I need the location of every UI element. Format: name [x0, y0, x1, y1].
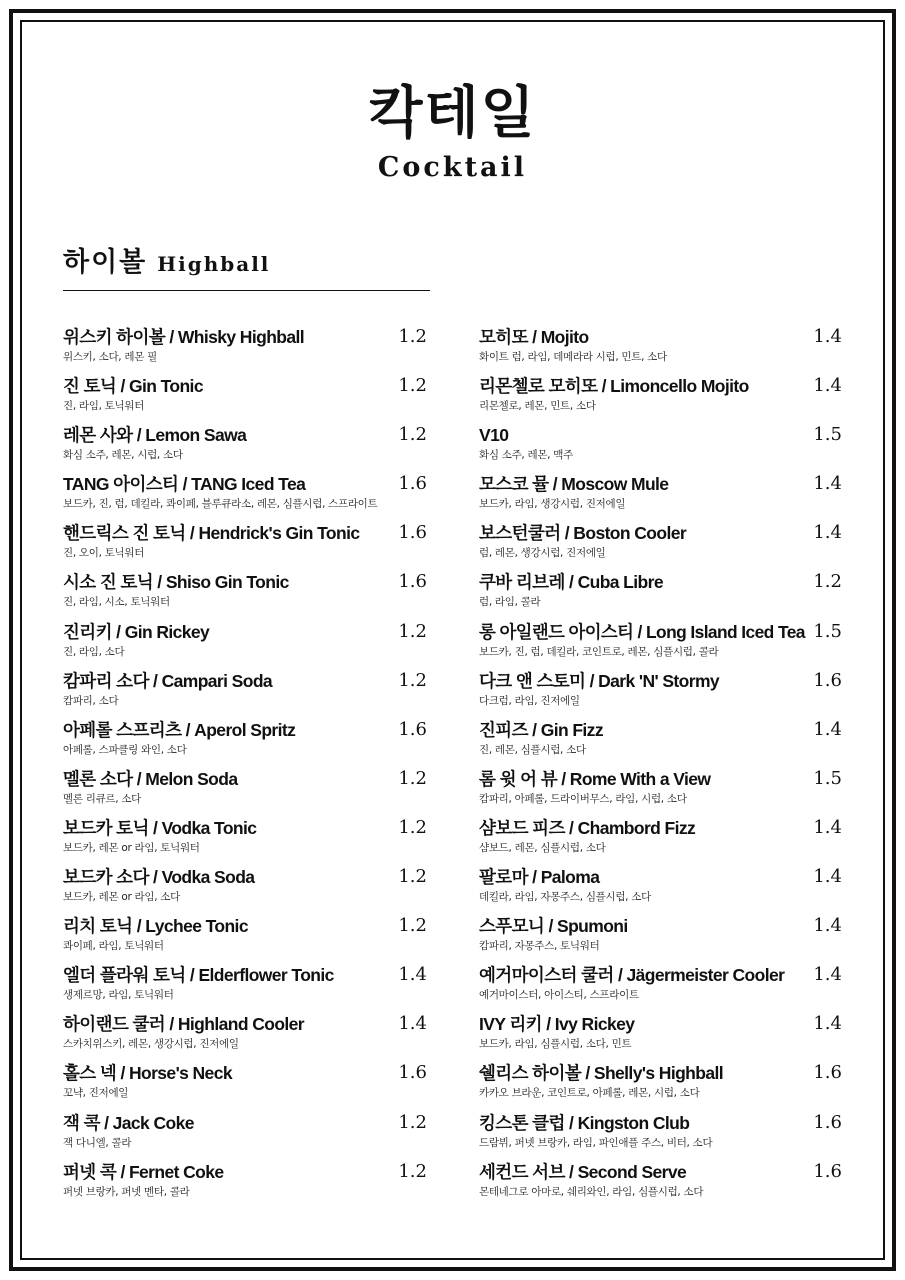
menu-item — [63, 962, 427, 1011]
menu-item-name: 모스코 뮬 / Moscow Mule — [479, 474, 669, 495]
menu-item-price: 1.4 — [813, 326, 842, 347]
menu-item-name: 캄파리 소다 / Campari Soda — [63, 670, 273, 691]
menu-item-ingredients: 보드카, 진, 럼, 데킬라, 콰이페, 블루큐라소, 레몬, 심플시럽, 스프라이트 — [63, 498, 378, 511]
menu-item-name: TANG 아이스티 / TANG Iced Tea — [63, 474, 306, 495]
menu-item-name: 아페롤 스프리츠 / Aperol Spritz — [63, 719, 296, 740]
page-title-korean: 칵테일 — [368, 80, 537, 146]
menu-item-price: 1.2 — [398, 620, 427, 642]
menu-item-ingredients: 샴보드, 레몬, 심플시럽, 소다 — [479, 841, 606, 854]
menu-item-price: 1.4 — [398, 964, 427, 986]
menu-item — [479, 913, 842, 962]
menu-item-name: 진피즈 / Gin Fizz — [479, 719, 603, 740]
menu-item — [63, 1110, 427, 1159]
menu-item — [63, 471, 427, 520]
menu-item-price: 1.2 — [398, 816, 427, 838]
menu-item — [479, 717, 842, 766]
menu-item-name: 퍼넷 콕 / Fernet Coke — [63, 1161, 224, 1182]
menu-item-ingredients: 데킬라, 라임, 자몽주스, 심플시럽, 소다 — [479, 891, 651, 904]
menu-item-ingredients: 화심 소주, 레몬, 맥주 — [479, 449, 573, 462]
menu-item — [63, 1159, 427, 1208]
menu-item-name: 보스턴쿨러 / Boston Cooler — [479, 523, 687, 544]
menu-item — [479, 668, 842, 717]
menu-item-price: 1.4 — [813, 375, 842, 397]
menu-item-name: 핸드릭스 진 토닉 / Hendrick's Gin Tonic — [63, 523, 360, 544]
menu-item-name: 홀스 넥 / Horse's Neck — [63, 1063, 232, 1084]
menu-item-price: 1.4 — [813, 522, 842, 544]
menu-item-name: 쉘리스 하이볼 / Shelly's Highball — [479, 1063, 724, 1084]
menu-item-price: 1.6 — [398, 718, 427, 740]
menu-item-name: 리치 토닉 / Lychee Tonic — [63, 916, 248, 937]
menu-item-ingredients: 화심 소주, 레몬, 시럽, 소다 — [63, 449, 183, 462]
menu-item-name: 스푸모니 / Spumoni — [479, 916, 628, 937]
menu-item-name: 모히또 / Mojito — [479, 327, 589, 347]
menu-item-price: 1.6 — [398, 473, 427, 495]
menu-item-price: 1.2 — [398, 669, 427, 691]
menu-column-right — [479, 324, 842, 1208]
menu-item-ingredients: 진, 라임, 토닉워터 — [63, 400, 145, 413]
menu-item-price: 1.2 — [398, 326, 427, 347]
menu-item-ingredients: 퍼넷 브랑카, 퍼넷 멘타, 콜라 — [63, 1185, 190, 1198]
menu-item-price: 1.6 — [813, 669, 842, 691]
menu-column-left — [63, 324, 427, 1208]
menu-item-price: 1.2 — [398, 1111, 427, 1133]
menu-item-ingredients: 진, 레몬, 심플시럽, 소다 — [479, 743, 586, 756]
menu-item — [479, 815, 842, 864]
menu-item — [63, 619, 427, 668]
menu-item-price: 1.6 — [813, 1160, 842, 1182]
menu-item-ingredients: 몬테네그로 아마로, 쉐리와인, 라임, 심플시럽, 소다 — [479, 1185, 704, 1198]
section-title-english: Highball — [157, 252, 271, 276]
menu-item-name: 킹스톤 클럽 / Kingston Club — [479, 1112, 690, 1133]
menu-item-price: 1.6 — [813, 1111, 842, 1133]
menu-item-ingredients: 아페롤, 스파클링 와인, 소다 — [63, 743, 187, 756]
section-heading — [63, 240, 270, 280]
menu-item — [63, 815, 427, 864]
section-title-korean: 하이볼 — [63, 247, 148, 278]
menu-item — [63, 422, 427, 471]
menu-item-ingredients: 멜론 리큐르, 소다 — [63, 792, 142, 805]
menu-item — [63, 520, 427, 569]
menu-item-ingredients: 럼, 라임, 콜라 — [479, 596, 541, 609]
menu-item-price: 1.4 — [813, 964, 842, 986]
menu-item-price: 1.2 — [398, 915, 427, 937]
menu-item-price: 1.2 — [398, 375, 427, 397]
menu-item-price: 1.2 — [398, 1160, 427, 1182]
menu-item-name: 시소 진 토닉 / Shiso Gin Tonic — [63, 572, 289, 593]
menu-item — [63, 1011, 427, 1060]
menu-item-name: IVY 리키 / Ivy Rickey — [479, 1014, 635, 1035]
menu-item-ingredients: 진, 오이, 토닉워터 — [63, 547, 145, 560]
section-divider — [63, 290, 430, 291]
menu-item-name: 진리키 / Gin Rickey — [63, 621, 210, 642]
menu-item — [479, 373, 842, 422]
menu-item-name: 예거마이스터 쿨러 / Jägermeister Cooler — [479, 965, 785, 986]
menu-item-ingredients: 카카오 브라운, 코인트로, 아페롤, 레몬, 시럽, 소다 — [479, 1087, 700, 1100]
menu-item-name: 롬 윗 어 뷰 / Rome With a View — [479, 768, 711, 789]
menu-item-name: 롱 아일랜드 아이스티 / Long Island Iced Tea — [479, 621, 805, 642]
menu-item-ingredients: 다크럼, 라임, 진저에일 — [479, 694, 580, 707]
menu-item-ingredients: 리몬첼로, 레몬, 민트, 소다 — [479, 400, 596, 413]
menu-item-ingredients: 화이트 럼, 라임, 데메라라 시럽, 민트, 소다 — [479, 351, 667, 363]
menu-item-price: 1.4 — [813, 473, 842, 495]
menu-item — [63, 1060, 427, 1109]
menu-item — [63, 766, 427, 815]
menu-item-name: V10 — [479, 425, 509, 446]
menu-item-price: 1.4 — [813, 915, 842, 937]
menu-item-price: 1.4 — [813, 866, 842, 888]
menu-item — [479, 1060, 842, 1109]
menu-item-name: 샴보드 피즈 / Chambord Fizz — [479, 817, 696, 838]
menu-item-name: 잭 콕 / Jack Coke — [63, 1112, 194, 1133]
menu-item — [63, 373, 427, 422]
menu-item-name: 쿠바 리브레 / Cuba Libre — [479, 572, 663, 593]
menu-item-ingredients: 스카치위스키, 레몬, 생강시럽, 진저에일 — [63, 1038, 239, 1051]
menu-item — [479, 619, 842, 668]
menu-item-name: 팔로마 / Paloma — [479, 867, 600, 888]
menu-item-ingredients: 예거마이스터, 아이스티, 스프라이트 — [479, 989, 639, 1002]
menu-item-ingredients: 보드카, 레몬 or 라임, 소다 — [63, 891, 180, 904]
menu-item — [63, 569, 427, 618]
menu-item — [479, 962, 842, 1011]
menu-item-ingredients: 꼬냑, 진저에일 — [63, 1087, 129, 1100]
menu-item-ingredients: 생제르망, 라임, 토닉워터 — [63, 989, 174, 1002]
menu-item-ingredients: 캄파리, 소다 — [63, 694, 119, 707]
menu-item-price: 1.6 — [398, 571, 427, 593]
menu-item — [479, 569, 842, 618]
menu-item-price: 1.6 — [813, 1062, 842, 1084]
menu-item-price: 1.5 — [813, 767, 842, 789]
menu-item — [479, 864, 842, 913]
menu-item-price: 1.2 — [398, 424, 427, 446]
menu-item-name: 보드카 소다 / Vodka Soda — [63, 867, 255, 888]
menu-item-name: 세컨드 서브 / Second Serve — [479, 1161, 687, 1182]
menu-item-ingredients: 캄파리, 자몽주스, 토닉워터 — [479, 940, 600, 953]
menu-item-ingredients: 드람뷔, 퍼넷 브랑카, 라임, 파인애플 주스, 비터, 소다 — [479, 1136, 713, 1149]
menu-item — [63, 717, 427, 766]
menu-item-price: 1.2 — [813, 571, 842, 593]
menu-item-price: 1.5 — [813, 424, 842, 446]
menu-item-ingredients: 보드카, 진, 럼, 데킬라, 코인트로, 레몬, 심플시럽, 콜라 — [479, 645, 719, 658]
menu-item — [63, 913, 427, 962]
menu-item-price: 1.2 — [398, 866, 427, 888]
page-title-english: Cocktail — [377, 152, 528, 183]
menu-item — [479, 1159, 842, 1208]
menu-item-price: 1.4 — [813, 816, 842, 838]
menu-item-ingredients: 보드카, 라임, 심플시럽, 소다, 민트 — [479, 1038, 632, 1051]
menu-item-name: 하이랜드 쿨러 / Highland Cooler — [63, 1014, 305, 1035]
menu-item — [479, 766, 842, 815]
menu-item — [479, 471, 842, 520]
menu-item-price: 1.4 — [813, 718, 842, 740]
menu-item-ingredients: 진, 라임, 소다 — [63, 645, 125, 658]
menu-item-name: 보드카 토닉 / Vodka Tonic — [63, 817, 257, 838]
menu-item-name: 위스키 하이볼 / Whisky Highball — [63, 327, 305, 347]
menu-item-name: 멜론 소다 / Melon Soda — [63, 768, 238, 789]
menu-item-name: 진 토닉 / Gin Tonic — [63, 376, 203, 397]
menu-item-price: 1.4 — [398, 1013, 427, 1035]
menu-item — [479, 1110, 842, 1159]
menu-item-ingredients: 보드카, 라임, 생강시럽, 진저에일 — [479, 498, 626, 511]
menu-item-ingredients: 콰이페, 라임, 토닉워터 — [63, 940, 164, 953]
menu-item — [63, 668, 427, 717]
menu-item — [479, 324, 842, 373]
menu-item-ingredients: 보드카, 레몬 or 라임, 토닉워터 — [63, 841, 200, 854]
menu-item-ingredients: 위스키, 소다, 레몬 필 — [63, 351, 157, 363]
menu-item-price: 1.2 — [398, 767, 427, 789]
menu-item-ingredients: 진, 라임, 시소, 토닉워터 — [63, 596, 170, 609]
menu-item — [63, 864, 427, 913]
menu-item-price: 1.6 — [398, 522, 427, 544]
menu-item-name: 다크 앤 스토미 / Dark 'N' Stormy — [479, 670, 720, 691]
menu-item — [479, 422, 842, 471]
menu-item-price: 1.4 — [813, 1013, 842, 1035]
menu-item-ingredients: 잭 다니엘, 콜라 — [63, 1136, 132, 1149]
menu-item-name: 리몬첼로 모히또 / Limoncello Mojito — [479, 376, 749, 397]
menu-item-ingredients: 럼, 레몬, 생강시럽, 진저에일 — [479, 547, 606, 560]
menu-item-name: 엘더 플라워 토닉 / Elderflower Tonic — [63, 965, 334, 986]
menu-item — [479, 520, 842, 569]
menu-item-name: 레몬 사와 / Lemon Sawa — [63, 425, 247, 446]
menu-item-price: 1.5 — [813, 620, 842, 642]
menu-item — [479, 1011, 842, 1060]
menu-item-ingredients: 캄파리, 아페롤, 드라이버무스, 라임, 시럽, 소다 — [479, 792, 687, 805]
menu-item — [63, 324, 427, 373]
menu-item-price: 1.6 — [398, 1062, 427, 1084]
